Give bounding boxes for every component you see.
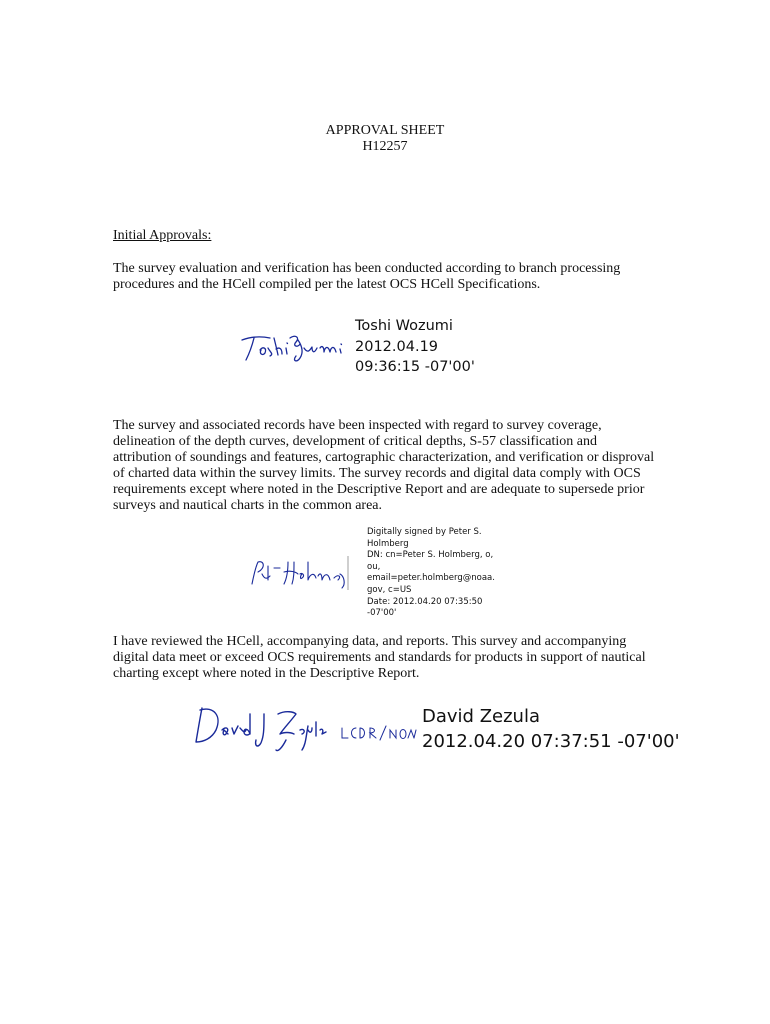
digital-signature-line: Holmberg — [367, 538, 409, 549]
signature-block-toshi — [355, 316, 475, 378]
survey-registry-number: H12257 — [362, 139, 408, 154]
paragraph-evaluation: The survey evaluation and verification has been conducted according to branch processing procedures and the HCell compiled per the latest OCS HCell Specifications. — [113, 261, 621, 292]
signature-peter-holmberg — [248, 556, 352, 590]
digital-signature-line: -07'00' — [367, 608, 397, 619]
handwritten-signature-icon — [240, 328, 350, 368]
title-block — [0, 123, 770, 155]
signer-name: Toshi Wozumi — [355, 318, 453, 334]
digital-signature-line: email=peter.holmberg@noaa. — [367, 573, 495, 584]
page-title: APPROVAL SHEET — [325, 123, 445, 138]
signer-name: David Zezula — [422, 706, 540, 727]
digital-signature-line: DN: cn=Peter S. Holmberg, o, — [367, 550, 494, 561]
signature-datetime: 2012.04.20 07:37:51 -07'00' — [422, 731, 680, 752]
signature-date: 2012.04.19 — [355, 338, 439, 355]
digital-signature-line: Date: 2012.04.20 07:35:50 — [367, 596, 483, 607]
signature-block-zezula — [422, 704, 680, 754]
digital-signature-line: Digitally signed by Peter S. — [367, 527, 482, 537]
signature-david-zezula — [192, 700, 418, 756]
paragraph-inspection: The survey and associated records have been inspected with regard to survey coverage, delineation of the depth curves, development of critical depths, S-57 classification and attribution of soundings and features, cartographic characterization, and verification or disproval of charted data within the survey limits. The survey records and digital data comply with OCS requirements except where noted in the Descriptive Report and are adequate to supersede prior surveys and nautical charts in the common area. — [113, 418, 655, 513]
handwritten-signature-icon — [192, 700, 418, 756]
digital-signature-line: ou, — [367, 561, 381, 572]
digital-signature-line: gov, c=US — [367, 584, 412, 595]
handwritten-signature-icon — [248, 556, 352, 590]
digital-signature-details — [367, 527, 497, 620]
paragraph-review: I have reviewed the HCell, accompanying data, and reports. This survey and accompanying digital data meet or exceed OCS requirements and standards for products in support of nautical charting except where noted in the Descriptive Report. — [113, 634, 646, 681]
section-heading: Initial Approvals: — [113, 228, 212, 243]
signature-time: 09:36:15 -07'00' — [355, 359, 475, 375]
signature-toshi-wozumi — [240, 328, 350, 368]
